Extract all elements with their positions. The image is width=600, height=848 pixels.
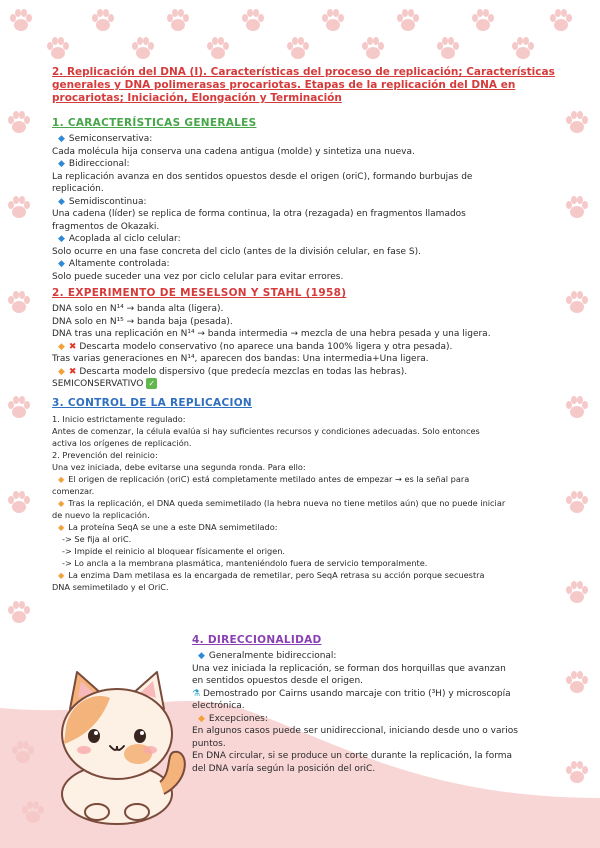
bullet-icon: ◆ <box>58 259 65 269</box>
s2-text: Tras varias generaciones en N¹⁴, aparecen dos bandas: Una intermedia+Una ligera. <box>52 354 429 364</box>
bullet-icon: ◆ <box>58 366 65 377</box>
bullet-icon: ◆ <box>58 134 65 144</box>
s3-text: Antes de comenzar, la célula evalúa si hay suficientes recursos y condiciones adecuadas. Solo entonces <box>52 425 480 436</box>
test-tube-icon: ⚗ <box>192 688 201 699</box>
s3-text: de nuevo la replicación. <box>52 509 150 520</box>
cross-icon: ✖ <box>68 366 77 377</box>
s2-text: DNA tras una replicación en N¹⁴ → banda intermedia → mezcla de una hebra pesada y una ligera. <box>52 329 491 339</box>
s1-text: Solo ocurre en una fase concreta del ciclo (antes de la división celular, en fase S). <box>52 246 421 257</box>
bullet-icon: ◆ <box>58 473 65 484</box>
bullet-icon: ◆ <box>58 159 65 169</box>
paw-print-icon <box>6 490 32 516</box>
paw-print-icon <box>8 8 34 34</box>
bullet-icon: ◆ <box>58 521 65 532</box>
s2-item: Descarta modelo dispersivo (que predecía mezclas en todas las hebras). <box>79 366 408 377</box>
s4-text: En DNA circular, si se produce un corte durante la replicación, la forma <box>192 751 513 761</box>
check-icon: ✓ <box>146 378 157 389</box>
s1-item: Bidireccional: <box>68 159 130 169</box>
paw-print-icon <box>6 110 32 136</box>
s3-item: La enzima Dam metilasa es la encargada de remetilar, pero SeqA retrasa su acción porque secuestra <box>68 569 485 580</box>
s3-item: El origen de replicación (oriC) está completamente metilado antes de empezar → es la señal para <box>68 473 470 484</box>
section-3-heading: 3. CONTROL DE LA REPLICACION <box>52 396 253 409</box>
s1-text: Una cadena (líder) se replica de forma continua, la otra (rezagada) en fragmentos llamados <box>52 209 466 219</box>
paw-print-icon <box>6 195 32 221</box>
paw-print-icon <box>564 195 590 221</box>
s4-text: En algunos casos puede ser unidireccional, iniciando desde uno o varios <box>192 726 518 736</box>
paw-print-icon <box>360 36 386 62</box>
s1-text: replicación. <box>52 184 104 194</box>
paw-print-icon <box>395 8 421 34</box>
paw-print-icon <box>205 36 231 62</box>
s4-item: Excepciones: <box>208 713 268 724</box>
paw-print-icon <box>6 600 32 626</box>
s3-text: 2. Prevención del reinicio: <box>52 449 158 460</box>
paw-print-icon <box>564 395 590 421</box>
s4-text: en sentidos opuestos desde el origen. <box>192 676 364 686</box>
paw-print-icon <box>285 36 311 62</box>
paw-print-icon <box>165 8 191 34</box>
s4-text: puntos. <box>192 738 226 749</box>
s3-item: Tras la replicación, el DNA queda semimetilado (la hebra nueva no tiene metilos aún) que no puede iniciar <box>68 497 506 508</box>
paw-print-icon <box>564 760 590 786</box>
paw-print-icon <box>564 290 590 316</box>
bullet-icon: ◆ <box>58 497 65 508</box>
bullet-icon: ◆ <box>58 569 65 580</box>
s1-item: Acoplada al ciclo celular: <box>68 234 181 244</box>
s1-text: Cada molécula hija conserva una cadena antigua (molde) y sintetiza una nueva. <box>52 146 415 157</box>
section-4-heading: 4. DIRECCIONALIDAD <box>192 634 322 646</box>
document-title: 2. Replicación del DNA (I). Características del proceso de replicación; Características generales y DNA polimerasas procariotas. Etapas de la replicación del DNA en procariotas; Iniciación, Elongación y Terminación <box>52 66 555 104</box>
s3-item: La proteína SeqA se une a este DNA semimetilado: <box>68 521 278 532</box>
s1-text: La replicación avanza en dos sentidos opuestos desde el origen (oriC), formando burbujas de <box>52 171 473 182</box>
s4-item: Generalmente bidireccional: <box>208 651 337 661</box>
paw-print-icon <box>435 36 461 62</box>
bullet-icon: ◆ <box>58 196 65 207</box>
s1-item: Altamente controlada: <box>68 259 170 269</box>
s3-text: 1. Inicio estrictamente regulado: <box>52 413 186 424</box>
cat-illustration <box>42 654 192 829</box>
bullet-icon: ◆ <box>198 651 205 661</box>
paw-print-icon <box>130 36 156 62</box>
s3-text: Una vez iniciada, debe evitarse una segunda ronda. Para ello: <box>52 461 306 472</box>
paw-print-icon <box>90 8 116 34</box>
s3-text: comenzar. <box>52 485 95 496</box>
s4-text: electrónica. <box>192 701 245 711</box>
paw-print-icon <box>10 740 36 766</box>
bullet-icon: ◆ <box>58 234 65 244</box>
paw-print-icon <box>320 8 346 34</box>
s2-conclusion: SEMICONSERVATIVO <box>52 379 144 389</box>
s1-text: Solo puede suceder una vez por ciclo celular para evitar errores. <box>52 271 344 282</box>
paw-print-icon <box>564 580 590 606</box>
paw-print-icon <box>548 8 574 34</box>
s2-item: Descarta modelo conservativo (no aparece una banda 100% ligera y otra pesada). <box>79 341 453 352</box>
s2-text: DNA solo en N¹⁴ → banda alta (ligera). <box>52 304 224 314</box>
bullet-icon: ◆ <box>58 341 65 352</box>
paw-print-icon <box>510 36 536 62</box>
paw-print-icon <box>45 36 71 62</box>
paw-print-icon <box>564 490 590 516</box>
paw-print-icon <box>6 395 32 421</box>
s3-text: activa los orígenes de replicación. <box>52 437 192 448</box>
s3-text: DNA semimetilado y el OriC. <box>52 581 169 592</box>
s4-text: Una vez iniciada la replicación, se forman dos horquillas que avanzan <box>192 663 506 674</box>
s3-subitem: -> Impide el reinicio al bloquear físicamente el origen. <box>62 545 286 556</box>
cross-icon: ✖ <box>68 341 77 352</box>
s1-item: Semiconservativa: <box>68 134 153 144</box>
paw-print-icon <box>240 8 266 34</box>
s2-text: DNA solo en N¹⁵ → banda baja (pesada). <box>52 316 233 327</box>
paw-print-icon <box>564 110 590 136</box>
bullet-icon: ◆ <box>198 713 205 724</box>
s3-subitem: -> Se fija al oriC. <box>62 533 132 544</box>
section-2-heading: 2. EXPERIMENTO DE MESELSON Y STAHL (1958) <box>52 287 347 299</box>
paw-print-icon <box>6 290 32 316</box>
paw-print-icon <box>564 670 590 696</box>
s4-item: Demostrado por Cairns usando marcaje con tritio (³H) y microscopía <box>202 688 511 699</box>
s1-item: Semidiscontinua: <box>68 196 147 207</box>
paw-print-icon <box>470 8 496 34</box>
s4-text: del DNA varía según la posición del oriC. <box>192 763 376 774</box>
section-1-heading: 1. CARACTERÍSTICAS GENERALES <box>52 117 257 129</box>
s3-subitem: -> Lo ancla a la membrana plasmática, manteniéndolo fuera de servicio temporalmente. <box>62 557 428 568</box>
s1-text: fragmentos de Okazaki. <box>52 221 160 232</box>
